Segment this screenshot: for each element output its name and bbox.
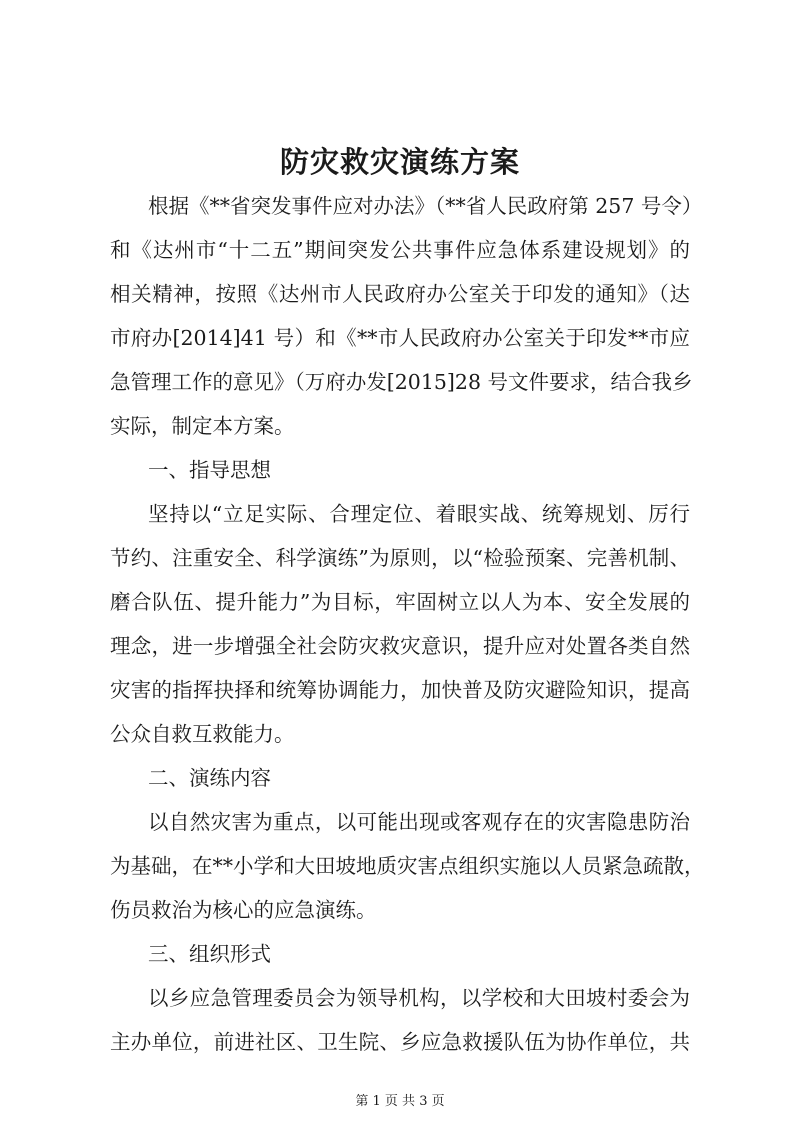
paragraph — [110, 184, 703, 448]
text-line: 二、演练内容 — [148, 766, 271, 790]
text-line: 以自然灾害为重点，以可能出现或客观存在的灾害隐患防治 — [148, 810, 690, 834]
document-body — [110, 184, 705, 1064]
text-line: 以乡应急管理委员会为领导机构，以学校和大田坡村委会为 — [148, 986, 690, 1010]
text-line: 节约、注重安全、科学演练”为原则，以“检验预案、完善机制、 — [110, 546, 690, 570]
text-line: 理念，进一步增强全社会防灾救灾意识，提升应对处置各类自然 — [110, 634, 690, 658]
text-line: 和《达州市“十二五”期间突发公共事件应急体系建设规划》的 — [110, 238, 690, 262]
text-line: 三、组织形式 — [148, 942, 271, 966]
text-line: 磨合队伍、提升能力”为目标，牢固树立以人为本、安全发展的 — [110, 590, 690, 614]
text-line: 灾害的指挥抉择和统筹协调能力，加快普及防灾避险知识，提高 — [110, 678, 690, 702]
text-line: 坚持以“立足实际、合理定位、着眼实战、统筹规划、厉行 — [148, 502, 690, 526]
text-line: 市府办[2014]41 号）和《**市人民政府办公室关于印发**市应 — [110, 326, 690, 350]
text-line: 为基础，在**小学和大田坡地质灾害点组织实施以人员紧急疏散， — [110, 854, 705, 878]
text-line: 根据《**省突发事件应对办法》（**省人民政府第 257 号令） — [148, 194, 703, 218]
page-footer: 第 1 页 共 3 页 — [355, 1094, 445, 1109]
text-line: 伤员救治为核心的应急演练。 — [110, 898, 377, 922]
section-heading — [110, 932, 690, 976]
paragraph — [110, 800, 705, 932]
text-line: 相关精神，按照《达州市人民政府办公室关于印发的通知》（达 — [110, 282, 690, 306]
text-line: 急管理工作的意见》（万府办发[2015]28 号文件要求，结合我乡 — [110, 370, 693, 394]
paragraph — [110, 492, 690, 756]
text-line: 主办单位，前进社区、卫生院、乡应急救援队伍为协作单位，共 — [110, 1030, 690, 1054]
section-heading — [110, 756, 690, 800]
text-line: 公众自救互救能力。 — [110, 722, 295, 746]
section-heading — [110, 448, 690, 492]
paragraph — [110, 976, 690, 1064]
text-line: 实际，制定本方案。 — [110, 414, 295, 438]
text-line: 一、指导思想 — [148, 458, 271, 482]
document-title: 防灾救灾演练方案 — [279, 145, 520, 179]
